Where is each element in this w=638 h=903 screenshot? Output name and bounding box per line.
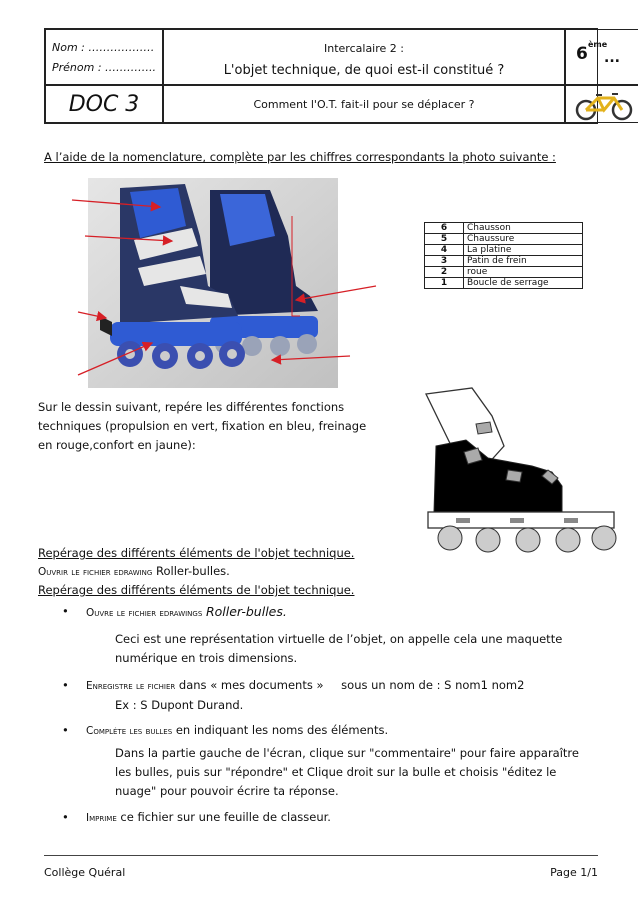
frame-hole xyxy=(456,518,470,523)
table-row xyxy=(425,267,583,278)
item-number: 4 xyxy=(425,245,464,256)
step-2 xyxy=(86,676,606,696)
open-edrawing-file: Roller-bulles. xyxy=(156,564,230,578)
table-row xyxy=(425,245,583,256)
step-4-text: ce fichier sur une feuille de classeur. xyxy=(120,810,331,824)
step-3 xyxy=(86,721,606,741)
step-2-name: sous un nom de : S nom1 nom2 xyxy=(341,678,525,692)
arrow-4 xyxy=(78,343,152,375)
buckle-shape xyxy=(476,422,492,434)
step-3-text: en indiquant les noms des éléments. xyxy=(175,723,389,737)
step-2-text: dans « mes documents » xyxy=(178,678,324,692)
frame-hole xyxy=(564,518,578,523)
title-line1: Intercalaire 2 : xyxy=(324,42,404,55)
step-2-caps: Enregistre le fichier xyxy=(86,680,176,692)
table-row xyxy=(425,234,583,245)
step-3-note-line: les bulles, puis sur "répondre" et Clique droit sur la bulle et choisis "éditez le xyxy=(115,765,557,779)
instruction-functions xyxy=(38,398,398,455)
table-row xyxy=(425,278,583,289)
table-row xyxy=(425,256,583,267)
strap-shape xyxy=(506,470,522,482)
item-number: 2 xyxy=(425,267,464,278)
arrow-6 xyxy=(272,356,350,360)
step-1-note xyxy=(115,630,615,668)
wheel-shape xyxy=(476,528,500,552)
arrow-1 xyxy=(72,200,160,207)
doc-label: DOC 3 xyxy=(45,85,163,123)
grade-suffix: ème xyxy=(588,40,608,49)
step-1-file: Roller-bulles. xyxy=(205,604,287,619)
footer-divider xyxy=(44,855,598,856)
roller-skate-drawing xyxy=(412,386,628,556)
table-row xyxy=(425,223,583,234)
arrow-2 xyxy=(85,236,172,241)
step-1-caps: Ouvre le fichier edrawings xyxy=(86,607,203,619)
grade-number: 6 xyxy=(576,44,588,64)
step-3-note xyxy=(115,744,615,801)
instruction-line: en rouge,confort en jaune): xyxy=(38,438,196,452)
step-4-caps: Imprime xyxy=(86,812,117,824)
firstname-label: Prénom : ………….. xyxy=(52,61,157,74)
bullet-dot: • xyxy=(62,810,69,824)
step-1-note-line: Ceci est une représentation virtuelle de l’objet, on appelle cela une maquette xyxy=(115,632,563,646)
step-3-caps: Compléte les bulles xyxy=(86,725,173,737)
wheel-shape xyxy=(556,528,580,552)
item-number: 5 xyxy=(425,234,464,245)
nomenclature-table xyxy=(424,222,583,289)
step-1-note-line: numérique en trois dimensions. xyxy=(115,651,298,665)
frame-hole xyxy=(510,518,524,523)
open-edrawing-line xyxy=(38,562,458,582)
bullet-dot: • xyxy=(62,678,69,692)
instruction-nomenclature: A l’aide de la nomenclature, complète par les chiffres correspondants la photo suivante : xyxy=(44,150,556,164)
bullet-dot: • xyxy=(62,723,69,737)
item-label: Chausson xyxy=(464,223,583,234)
bullet-dot: • xyxy=(62,604,69,618)
instruction-line: Sur le dessin suivant, repére les différentes fonctions xyxy=(38,400,345,414)
wheel-shape xyxy=(516,528,540,552)
footer-school: Collège Quéral xyxy=(44,866,126,879)
section-title-1: Repérage des différents éléments de l'objet technique. xyxy=(38,546,355,560)
open-edrawing-caps: Ouvrir le fichier edrawing xyxy=(38,566,153,578)
item-label: Chaussure xyxy=(464,234,583,245)
arrow-5 xyxy=(296,286,376,300)
wheel-shape xyxy=(592,526,616,550)
step-3-note-line: nuage" pour pouvoir écrire ta réponse. xyxy=(115,784,339,798)
arrow-3 xyxy=(78,312,106,318)
step-3-note-line: Dans la partie gauche de l'écran, clique sur "commentaire" pour faire apparaître xyxy=(115,746,579,760)
item-number: 6 xyxy=(425,223,464,234)
item-number: 1 xyxy=(425,278,464,289)
footer-page: Page 1/1 xyxy=(550,866,598,879)
item-label: roue xyxy=(464,267,583,278)
page-title: L'objet technique, de quoi est-il constitué ? xyxy=(223,63,505,78)
step-1 xyxy=(86,602,606,623)
item-label: La platine xyxy=(464,245,583,256)
item-label: Patin de frein xyxy=(464,256,583,267)
item-label: Boucle de serrage xyxy=(464,278,583,289)
item-number: 3 xyxy=(425,256,464,267)
header-question: Comment l'O.T. fait-il pour se déplacer ? xyxy=(163,85,565,123)
instruction-line: techniques (propulsion en vert, fixation en bleu, freinage xyxy=(38,419,367,433)
name-label: Nom : ……………… xyxy=(52,41,155,54)
step-4 xyxy=(86,808,606,828)
grade-dots: ... xyxy=(604,50,620,66)
step-2-example: Ex : S Dupont Durand. xyxy=(115,698,244,712)
section-title-2: Repérage des différents éléments de l'objet technique. xyxy=(38,583,355,597)
